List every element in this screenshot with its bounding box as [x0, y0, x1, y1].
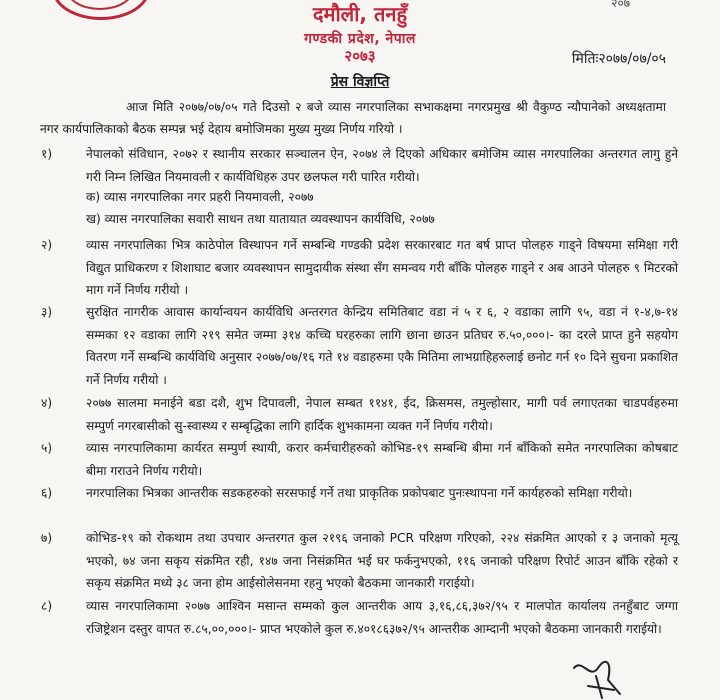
sub-item-ka: क) व्यास नगरपालिका नगर प्रहरी नियमावली, २०७७: [86, 190, 314, 204]
item-number: ६): [41, 486, 53, 500]
page-title: प्रेस विज्ञप्ति: [330, 74, 390, 90]
signature-mark: [568, 650, 628, 700]
item-text: सुरक्षित नागरीक आवास कार्यान्वयन कार्यविधि अन्तरगत केन्द्रिय समितिबाट वडा नं ५ र ६, २ वडाका लागि ९५, वडा नं १-४,७-१४ सम्मका १२ वडाका लागि २१९ समेत जम्मा ३१४ कच्चि घरहरुका लागि छाना छाउन प्रतिघर रु.५०,०००।- का दरले प्राप्त हुने सहयोग वितरण गर्ने सम्बन्धि कार्यविधि अनुसार २०७७/०७/१६ गते १४ वडाहरुमा एकै मितिमा लाभग्राहिहरुलाई छनोट गर्न १० दिने सुचना प्रकाशित गर्ने निर्णय गरीयो ।: [86, 305, 678, 387]
header-year: २०७३: [344, 47, 376, 65]
item-text: व्यास नगरपालिका भित्र काठेपोल विस्थापन गर्ने सम्बन्धि गण्डकी प्रदेश सरकारबाट गत बर्ष प्राप्त पोलहरु गाड्ने विषयमा समिक्षा गरी विद्युत प्राधिकरण र शिशाघाट बजार व्यवस्थापन सामुदायीक संस्था सँग समन्वय गरी बाँकि पोलहरु गाड्ने र अब आउने पोलहरु ९ मिटरको माग गर्ने निर्णय गरीयो ।: [86, 238, 678, 297]
item-number: ४): [41, 396, 53, 410]
item-number: २): [41, 238, 53, 252]
item-text: नगरपालिका भित्रका आन्तरीक सडकहरुको सरसफाई गर्ने तथा प्राकृतिक प्रकोपबाट पुनःस्थापना गर्ने कार्यहरुको समिक्षा गरीयो।: [86, 486, 633, 500]
item-number: ५): [41, 441, 53, 455]
decision-item-3: [41, 301, 678, 391]
document-date: मितिः२०७७/०७/०५: [571, 51, 666, 67]
intro-paragraph: आज मिति २०७७/०७/०५ गते दिउसो २ बजे व्यास नगरपालिका सभाकक्षमा नगरप्रमुख श्री वैकुण्ठ न्यौपानेको अध्यक्षतामा नगर कार्यपालिकाको बैठक सम्पन्न भई देहाय बमोजिमका मुख्य मुख्य निर्णय गरियो ।: [40, 100, 666, 136]
decision-item-6: [41, 482, 678, 505]
decision-item-8: [41, 595, 678, 640]
item-number: ८): [41, 599, 53, 613]
decision-item-5: [41, 437, 678, 482]
item-text: व्यास नगरपालिकामा कार्यरत सम्पुर्ण स्थायी, करार कर्मचारीहरुको कोभिड-१९ सम्बन्धि बीमा गर्न बाँकिको समेत नगरपालिका कोषबाट बीमा गराउने निर्णय गरीयो।: [86, 441, 678, 478]
corner-number: २०७: [611, 0, 630, 10]
item-text: कोभिड-१९ को रोकथाम तथा उपचार अन्तरगत कुल २१९६ जनाको PCR परिक्षण गरिएको, २२४ संक्रमित आएको र ३ जनाको मृत्यू भएको, ७४ जना सकृय संक्रमित रही, १४७ जना निसंक्रमित भई घर फर्कनुभएको, ११६ जनाको परिक्षण रिपोर्ट आउन बाँकि रहेको र सकृय संक्रमित मध्ये ३८ जना होम आईसोलेसनमा रहनु भएको बैठकमा जानकारी गराईयो।: [86, 531, 678, 590]
item-text: व्यास नगरपालिकामा २०७७ आश्विन मसान्त सम्मको कुल आन्तरीक आय ३,१६,८६,३७२/९५ र मालपोत कार्यालय तनहुँबाट जग्गा रजिष्ट्रेशन दस्तुर वापत रु.८५,००,०००।- प्राप्त भएकोले कुल रु.४०१८६३७२/९५ आन्तरीक आम्दानी भएको बैठकमा जानकारी गराईयो।: [86, 599, 678, 636]
header-place: दमौली, तनहुँ: [312, 2, 408, 26]
item-number: १): [41, 147, 53, 161]
item-number: ७): [41, 531, 53, 545]
sub-item-kha: ख) व्यास नगरपालिका सवारी साधन तथा यातायात व्यवस्थापन कार्यविधि, २०७७: [86, 212, 435, 226]
decision-item-7: [41, 527, 678, 595]
decision-item-2: [41, 234, 678, 302]
decision-item-4: [41, 392, 678, 437]
item-text: नेपालको संविधान, २०७२ र स्थानीय सरकार सञ्चालन ऐन, २०७४ ले दिएको अधिकार बमोजिम व्यास नगरपालिका अन्तरगत लागु हुने गरी निम्न लिखित नियमावली र कार्यविधिहरु उपर छलफल गरी पारित गरीयो।: [86, 147, 678, 184]
item-number: ३): [41, 305, 53, 319]
header-province: गण्डकी प्रदेश, नेपाल: [304, 31, 416, 47]
item-text: २०७७ सालमा मनाईने बडा दशै, शुभ दिपावली, नेपाल सम्बत ११४१, ईद, क्रिसमस, तमुल्होसार, मागी पर्व लगाएतका चाडपर्वहरुमा सम्पुर्ण नगरबासीको सु-स्वास्थ्य र सम्बृद्धिका लागि हार्दिक शुभकामना व्यक्त गर्ने निर्णय गरीयो।: [86, 396, 678, 433]
decision-item-1: [41, 143, 678, 188]
